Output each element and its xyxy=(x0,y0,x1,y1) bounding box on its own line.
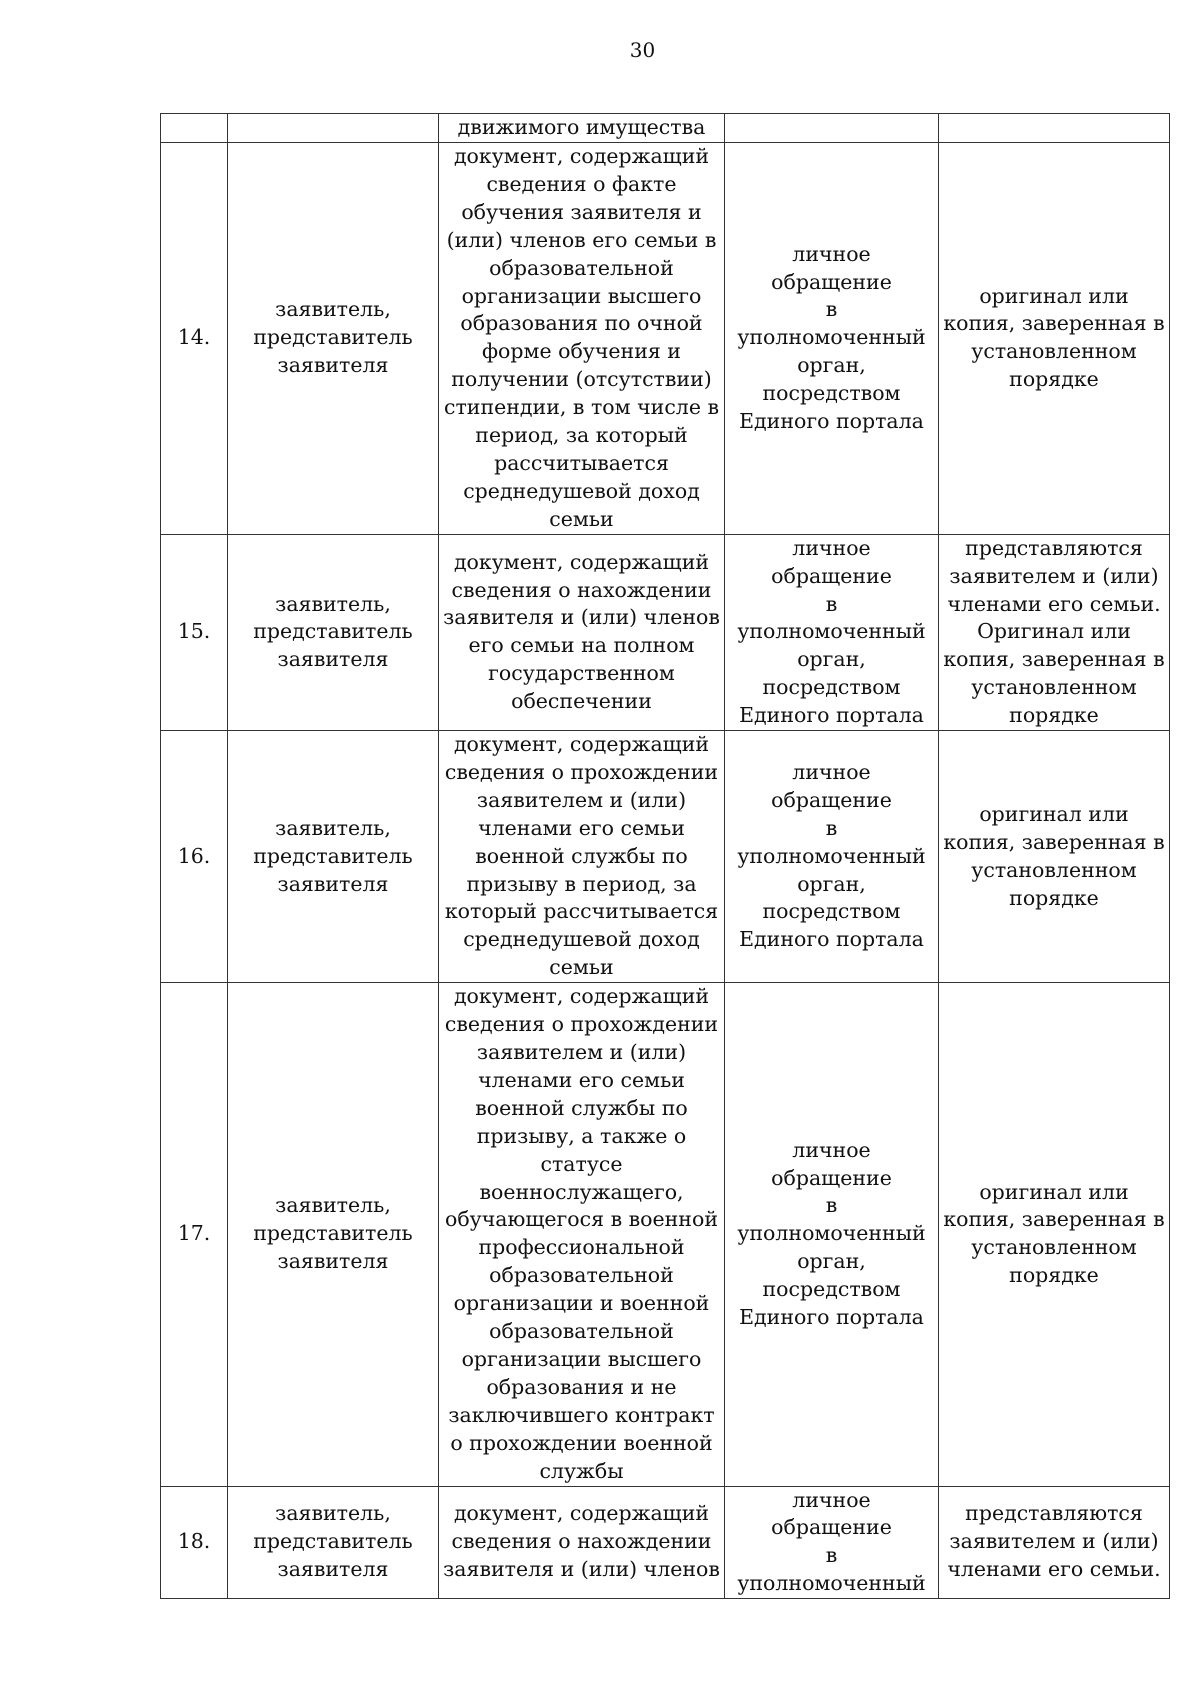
form-text: оригинал или копия, заверенная в установленном порядке xyxy=(943,801,1165,910)
document-text: документ, содержащий сведения о факте обучения заявителя и (или) членов его семьи в образовательной организации высшего образования по очной форме обучения и получении (отсутствии) стипендии, в том числе в период, за который рассчитывается среднедушевой доход семьи xyxy=(443,144,720,531)
method-cell xyxy=(725,534,939,730)
row-number: 18. xyxy=(177,1529,211,1554)
row-number: 14. xyxy=(177,325,211,350)
row-number: 16. xyxy=(177,843,211,868)
row-number-cell xyxy=(161,114,228,143)
method-cell xyxy=(725,731,939,983)
table-row xyxy=(161,983,1170,1486)
table-row xyxy=(161,731,1170,983)
form-text: оригинал или копия, заверенная в установленном порядке xyxy=(943,283,1165,392)
table-row xyxy=(161,1486,1170,1599)
row-number: 17. xyxy=(177,1221,211,1246)
form-cell xyxy=(939,143,1170,535)
documents-table xyxy=(160,113,1170,1599)
form-text: представляются заявителем и (или) членами его семьи. Оригинал или копия, заверенная в установленном порядке xyxy=(943,535,1165,728)
row-number-cell xyxy=(161,983,228,1486)
page-number: 30 xyxy=(629,38,656,62)
document-text: документ, содержащий сведения о прохождении заявителем и (или) членами его семьи военной службы по призыву в период, за который рассчитывается среднедушевой доход семьи xyxy=(444,732,719,980)
applicant-cell xyxy=(228,114,439,143)
table-row xyxy=(161,114,1170,143)
form-text: оригинал или копия, заверенная в установленном порядке xyxy=(943,1179,1165,1288)
row-number-cell xyxy=(161,731,228,983)
method-cell xyxy=(725,983,939,1486)
form-cell xyxy=(939,983,1170,1486)
applicant-cell xyxy=(228,534,439,730)
method-text: личное обращение в уполномоченный орган, посредством Единого портала xyxy=(737,241,926,434)
applicant-text: заявитель, представитель заявителя xyxy=(253,297,413,378)
applicant-cell xyxy=(228,143,439,535)
document-cell xyxy=(439,983,725,1486)
document-cell xyxy=(439,534,725,730)
applicant-text: заявитель, представитель заявителя xyxy=(253,1193,413,1274)
applicant-cell xyxy=(228,1486,439,1599)
applicant-text: заявитель, представитель заявителя xyxy=(253,1501,413,1582)
method-cell xyxy=(725,114,939,143)
document-text: документ, содержащий сведения о нахождении заявителя и (или) членов xyxy=(443,1501,720,1582)
document-cell xyxy=(439,731,725,983)
method-text: личное обращение в уполномоченный xyxy=(737,1487,926,1596)
form-cell xyxy=(939,731,1170,983)
method-text: личное обращение в уполномоченный орган, посредством Единого портала xyxy=(737,1137,926,1330)
row-number-cell xyxy=(161,143,228,535)
document-cell xyxy=(439,114,725,143)
method-cell xyxy=(725,143,939,535)
form-cell xyxy=(939,534,1170,730)
document-cell xyxy=(439,143,725,535)
applicant-cell xyxy=(228,983,439,1486)
row-number-cell xyxy=(161,534,228,730)
method-text: личное обращение в уполномоченный орган, посредством Единого портала xyxy=(737,535,926,728)
form-cell xyxy=(939,114,1170,143)
applicant-text: заявитель, представитель заявителя xyxy=(253,815,413,896)
document-text: документ, содержащий сведения о прохождении заявителем и (или) членами его семьи военной службы по призыву, а также о статусе военнослужащего, обучающегося в военной профессиональной образовательной организации и военной образовательной организации высшего образования и не заключившего контракт о прохождении военной службы xyxy=(444,984,719,1483)
document-text: документ, содержащий сведения о нахождении заявителя и (или) членов его семьи на полном государственном обеспечении xyxy=(443,549,720,714)
document-text: движимого имущества xyxy=(457,115,706,140)
applicant-cell xyxy=(228,731,439,983)
form-cell xyxy=(939,1486,1170,1599)
document-cell xyxy=(439,1486,725,1599)
method-cell xyxy=(725,1486,939,1599)
applicant-text: заявитель, представитель заявителя xyxy=(253,591,413,672)
table-row xyxy=(161,143,1170,535)
row-number: 15. xyxy=(177,619,211,644)
table-row xyxy=(161,534,1170,730)
method-text: личное обращение в уполномоченный орган, посредством Единого портала xyxy=(737,759,926,952)
form-text: представляются заявителем и (или) членами его семьи. xyxy=(947,1501,1161,1582)
row-number-cell xyxy=(161,1486,228,1599)
